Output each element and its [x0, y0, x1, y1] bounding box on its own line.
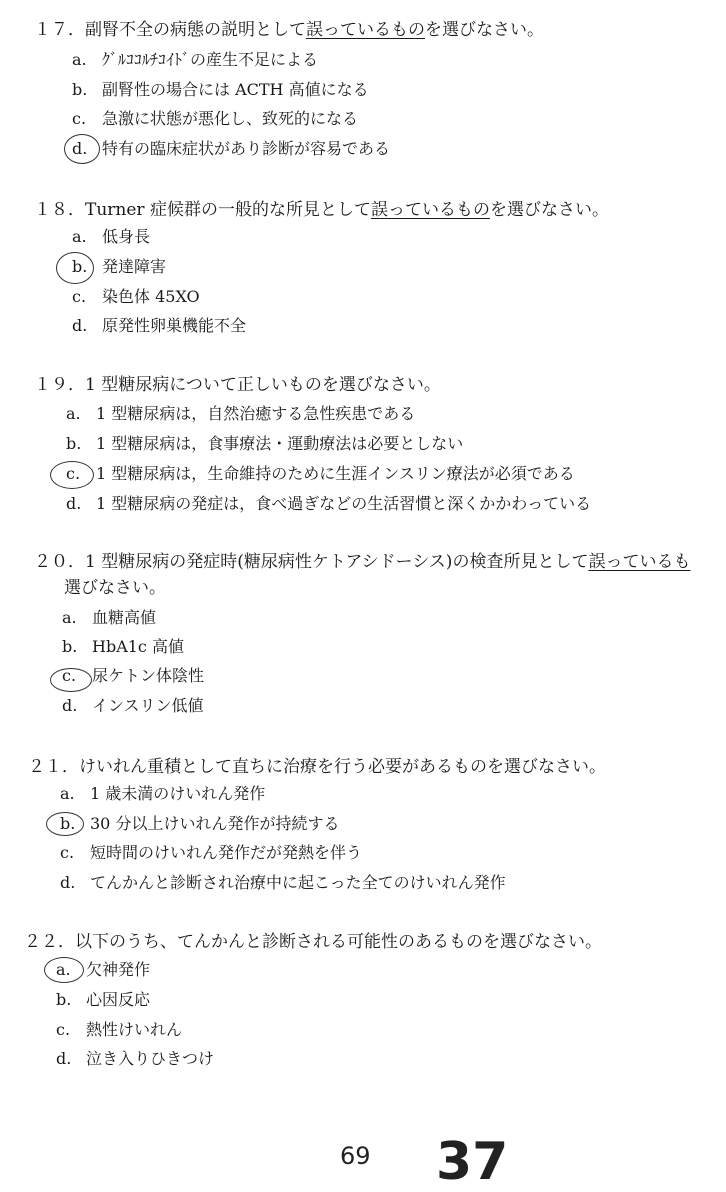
question-stem: ２０．1 型糖尿病の発症時(糖尿病性ケトアシドーシス)の検査所見として誤っているも — [34, 552, 691, 572]
choice-b: b. 1 型糖尿病は，食事療法・運動療法は必要としない — [66, 434, 464, 453]
choice-d: d. 特有の臨床症状があり診断が容易である — [72, 139, 391, 158]
choice-c: c. 1 型糖尿病は，生命維持のために生涯インスリン療法が必須である — [66, 464, 575, 483]
choice-b: b. 30 分以上けいれん発作が持続する — [60, 814, 340, 833]
choice-d: d. インスリン低値 — [62, 696, 204, 715]
question-stem: １９．1 型糖尿病について正しいものを選びなさい。 — [34, 375, 441, 395]
page-number: 69 — [340, 1142, 371, 1170]
choice-a: a. 1 歳未満のけいれん発作 — [60, 784, 266, 803]
choice-c: c. 短時間のけいれん発作だが発熱を伴う — [60, 843, 363, 862]
choice-b: b. 副腎性の場合には ACTH 高値になる — [72, 80, 369, 99]
choice-a: a. 欠神発作 — [56, 960, 151, 979]
choice-d: d. てんかんと診断され治療中に起こった全てのけいれん発作 — [60, 873, 506, 892]
choice-a: a. ｸﾞﾙｺｺﾙﾁｺｲﾄﾞの産生不足による — [72, 50, 319, 69]
choice-d: d. 1 型糖尿病の発症は，食べ過ぎなどの生活習慣と深くかかわっている — [66, 494, 592, 513]
question-stem: ２１．けいれん重積として直ちに治療を行う必要があるものを選びなさい。 — [28, 757, 606, 777]
choice-c: c. 急激に状態が悪化し、致死的になる — [72, 109, 359, 128]
question-stem: １８．Turner 症候群の一般的な所見として誤っているものを選びなさい。 — [34, 200, 609, 220]
choice-d: d. 原発性卵巣機能不全 — [72, 316, 247, 335]
choice-c: c. 染色体 45XO — [72, 287, 200, 306]
choice-a: a. 低身長 — [72, 227, 151, 246]
question-stem-continued: 選びなさい。 — [64, 578, 166, 598]
question-stem: ２２．以下のうち、てんかんと診断される可能性のあるものを選びなさい。 — [24, 932, 602, 952]
handwritten-mark: 37 — [436, 1132, 509, 1192]
choice-a: a. 血糖高値 — [62, 608, 157, 627]
choice-a: a. 1 型糖尿病は，自然治癒する急性疾患である — [66, 404, 416, 423]
question-stem: １７．副腎不全の病態の説明として誤っているものを選びなさい。 — [34, 20, 544, 40]
choice-d: d. 泣き入りひきつけ — [56, 1049, 215, 1068]
choice-b: b. HbA1c 高値 — [62, 637, 184, 656]
choice-c: c. 尿ケトン体陰性 — [62, 666, 205, 685]
choice-b: b. 心因反応 — [56, 990, 151, 1009]
choice-c: c. 熱性けいれん — [56, 1020, 183, 1039]
choice-b: b. 発達障害 — [72, 257, 167, 276]
